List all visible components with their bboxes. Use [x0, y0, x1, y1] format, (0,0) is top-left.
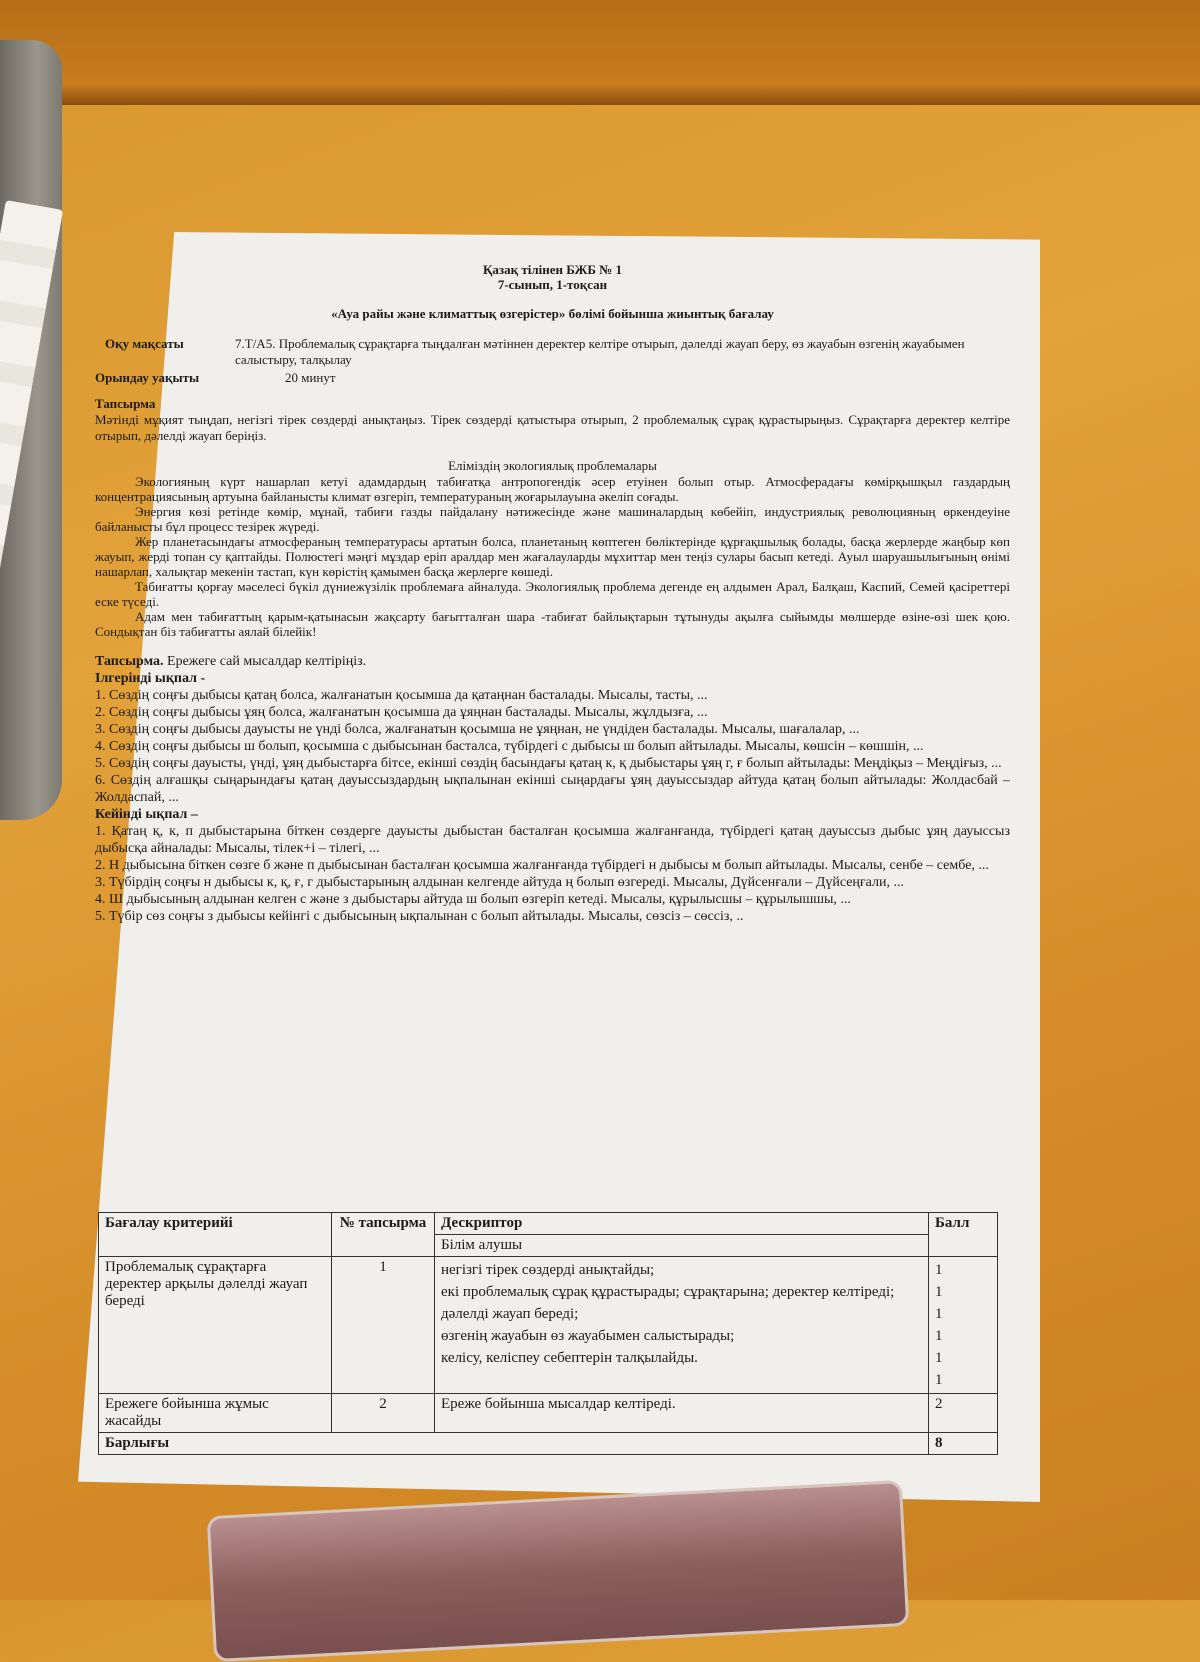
task1-text: Мәтінді мұқият тыңдап, негізгі тірек сөздерді анықтаңыз. Тірек сөздерді қатыстыра отырып, 2 проблемалық сұрақ құрастырыңыз. Сұрақтарға деректер келтіре отырып, дәлелді жауап беріңіз.	[95, 412, 1010, 443]
task2-text: Ережеге сай мысалдар келтіріңіз.	[167, 654, 367, 669]
descriptor-item: екі проблемалық сұрақ құрастырады; сұрақтарына; деректер келтіреді;	[441, 1284, 895, 1300]
regressive-rule: 1. Қатаң қ, к, п дыбыстарына біткен сөздерге дауысты дыбыстан басталған қосымша жалғанғанда, түбірдегі қатаң дауыссыз дыбыс ұяң дауыссыз дыбысқа айналады: Мысалы, тілек+і – тілегі, ...	[95, 824, 1010, 856]
story-paragraph: Экологияның күрт нашарлап кетуі адамдардың табиғатқа антропогендік әсер етуінен болып отыр. Атмосферадағы көмірқышқыл газдардың концентрациясының артуына байланысты климат өзгеріп, температураның жоғарылауына әкеліп соғады.	[95, 474, 1010, 504]
progressive-rule: 4. Сөздің соңғы дыбысы ш болып, қосымша с дыбысынан басталса, түбірдегі с дыбысы ш болып айтылады. Мысалы, көшсін – көшшін, ...	[95, 739, 924, 754]
regressive-title: Кейінді ықпал –	[95, 807, 198, 822]
story-paragraph: Табиғатты қорғау мәселесі бүкіл дүниежүзілік проблемаға айналуда. Экологиялық проблема дегенде ең алдымен Арал, Балқаш, Каспий, Семей қасіреттері еске түседі.	[95, 579, 1010, 609]
score-item: 1	[935, 1350, 943, 1366]
document-content	[95, 262, 1010, 925]
row2-criteria: Ережеге бойынша жұмыс жасайды	[99, 1394, 332, 1433]
total-value: 8	[929, 1433, 998, 1455]
table-total-row	[99, 1433, 998, 1455]
table-header-row	[99, 1213, 998, 1235]
descriptor-item: келісу, келіспеу себептерін талқылайды.	[441, 1350, 698, 1366]
regressive-rule: 5. Түбір сөз соңғы з дыбысы кейінгі с дыбысының ықпалынан с болып айтылады. Мысалы, сөзсіз – сөссіз, ..	[95, 909, 744, 924]
row1-scores	[929, 1257, 998, 1394]
story-paragraph: Энергия көзі ретінде көмір, мұнай, табиғи газды пайдалану нәтижесінде және машиналардың көбейіп, индустриялық революцияның өркендеуіне байланысты бұл процесс тезірек жүреді.	[95, 504, 1010, 534]
assessment-table	[98, 1212, 998, 1455]
learning-goal-label: Оқу мақсаты	[105, 336, 184, 351]
story-paragraph: Адам мен табиғаттың қарым-қатынасын жақсарту бағытталған шара -табиғат байлықтарын тұтынуды ақылға сыйымды мөлшерде өзіне-өзі шек қою. Сондықтан біз табиғатты аялай білейік!	[95, 609, 1010, 639]
progressive-rule: 5. Сөздің соңғы дауысты, үнді, ұяң дыбыстарға бітсе, екінші сөздің басындағы қатаң к, қ дыбыстары ұяң г, ғ болып айтылады: Меңдіқыз – Меңдіғыз, ...	[95, 756, 1002, 771]
story-paragraph: Жер планетасындағы атмосфераның температурасы артатын болса, планетаның көптеген бөліктерінде құрғақшылық болады, басқа жерлерде жаңбыр көп жауып, жерді топан су қаптайды. Полюстегі мәңгі мұздар еріп аралдар мен жағалауларды мұхиттар мен теңіз сулары басып кетеді. Ауыл шаруашылығының өнімі нашарлап, халықтар мекенін тастап, күн көрістің қамымен басқа жерлерге көшеді.	[95, 534, 1010, 579]
task1-label: Тапсырма	[95, 396, 156, 411]
story-title: Еліміздің экологиялық проблемалары	[448, 458, 657, 473]
header-descriptor: Дескриптор	[435, 1213, 929, 1235]
doc-title: «Ауа райы және климаттық өзгерістер» бөлімі бойынша жиынтық бағалау	[331, 306, 774, 321]
header-criteria: Бағалау критерийі	[99, 1213, 332, 1257]
total-label: Барлығы	[99, 1433, 929, 1455]
score-item: 1	[935, 1262, 943, 1278]
regressive-rule: 2. Н дыбысына біткен сөзге б және п дыбысынан басталған қосымша жалғанғанда түбірдегі н дыбысы м болып айтылады. Мысалы, сенбе – сембе, ...	[95, 858, 989, 873]
row1-descriptors	[435, 1257, 929, 1394]
story-body	[95, 474, 1010, 639]
descriptor-item: негізгі тірек сөздерді анықтайды;	[441, 1262, 655, 1278]
learning-goal-text: 7.Т/А5. Проблемалық сұрақтарға тыңдалған мәтіннен деректер келтіре отырып, дәлелді жауап беру, өз жауабын өзгенің жауабымен салыстыру, талқылау	[235, 336, 965, 367]
progressive-rule: 1. Сөздің соңғы дыбысы қатаң болса, жалғанатын қосымша да қатаңнан басталады. Мысалы, тасты, ...	[95, 688, 708, 703]
learning-goal	[95, 336, 1010, 368]
header-score: Балл	[929, 1213, 998, 1257]
progressive-title: Ілгерінді ықпал -	[95, 671, 206, 686]
task2	[95, 653, 1010, 670]
progressive-rule: 6. Сөздің алғашқы сыңарындағы қатаң дауыссыздардың ықпалынан екінші сыңардағы ұяң дауыссыздар айтуда қатаң болып айтылады: Жолдасбай – Жолдаспай, ...	[95, 773, 1010, 805]
row2-descriptor: Ереже бойынша мысалдар келтіреді.	[435, 1394, 929, 1433]
task2-label: Тапсырма.	[95, 654, 164, 669]
row2-task-no: 2	[332, 1394, 435, 1433]
score-item: 1	[935, 1328, 943, 1344]
table-row	[99, 1257, 998, 1394]
doc-header-line2: 7-сынып, 1-тоқсан	[497, 277, 608, 292]
row1-task-no: 1	[332, 1257, 435, 1394]
descriptor-item: дәлелді жауап береді;	[441, 1306, 579, 1322]
time-value: 20 минут	[285, 370, 336, 385]
header-task-no: № тапсырма	[332, 1213, 435, 1257]
table-row	[99, 1394, 998, 1433]
rules-section	[95, 653, 1010, 925]
row1-criteria: Проблемалық сұрақтарға деректер арқылы дәлелді жауап береді	[99, 1257, 332, 1394]
score-item: 1	[935, 1306, 943, 1322]
score-item: 1	[935, 1284, 943, 1300]
time-label: Орындау уақыты	[95, 370, 200, 385]
pencil-case	[207, 1480, 910, 1662]
row2-score: 2	[929, 1394, 998, 1433]
score-item: 1	[935, 1372, 943, 1388]
background-wall	[0, 0, 1200, 105]
progressive-rule: 3. Сөздің соңғы дыбысы дауысты не үнді болса, жалғанатын қосымша не ұяңнан, не үндіден басталады. Мысалы, шағалалар, ...	[95, 722, 860, 737]
regressive-rule: 3. Түбірдің соңғы н дыбысы к, қ, ғ, г дыбыстарының алдынан келгенде айтуда ң болып өзгереді. Мысалы, Дүйсенғали – Дүйсеңғали, ...	[95, 875, 904, 890]
header-learner: Білім алушы	[435, 1235, 929, 1257]
regressive-rule: 4. Ш дыбысының алдынан келген с және з дыбыстары айтуда ш болып өзгеріп кетеді. Мысалы, құрылысшы – құрылышшы, ...	[95, 892, 851, 907]
descriptor-item: өзгенің жауабын өз жауабымен салыстырады;	[441, 1328, 735, 1344]
doc-header-line1: Қазақ тілінен БЖБ № 1	[482, 262, 623, 277]
time-row	[95, 370, 1010, 386]
progressive-rule: 2. Сөздің соңғы дыбысы ұяң болса, жалғанатын қосымша да ұяңнан басталады. Мысалы, жұлдызға, ...	[95, 705, 708, 720]
